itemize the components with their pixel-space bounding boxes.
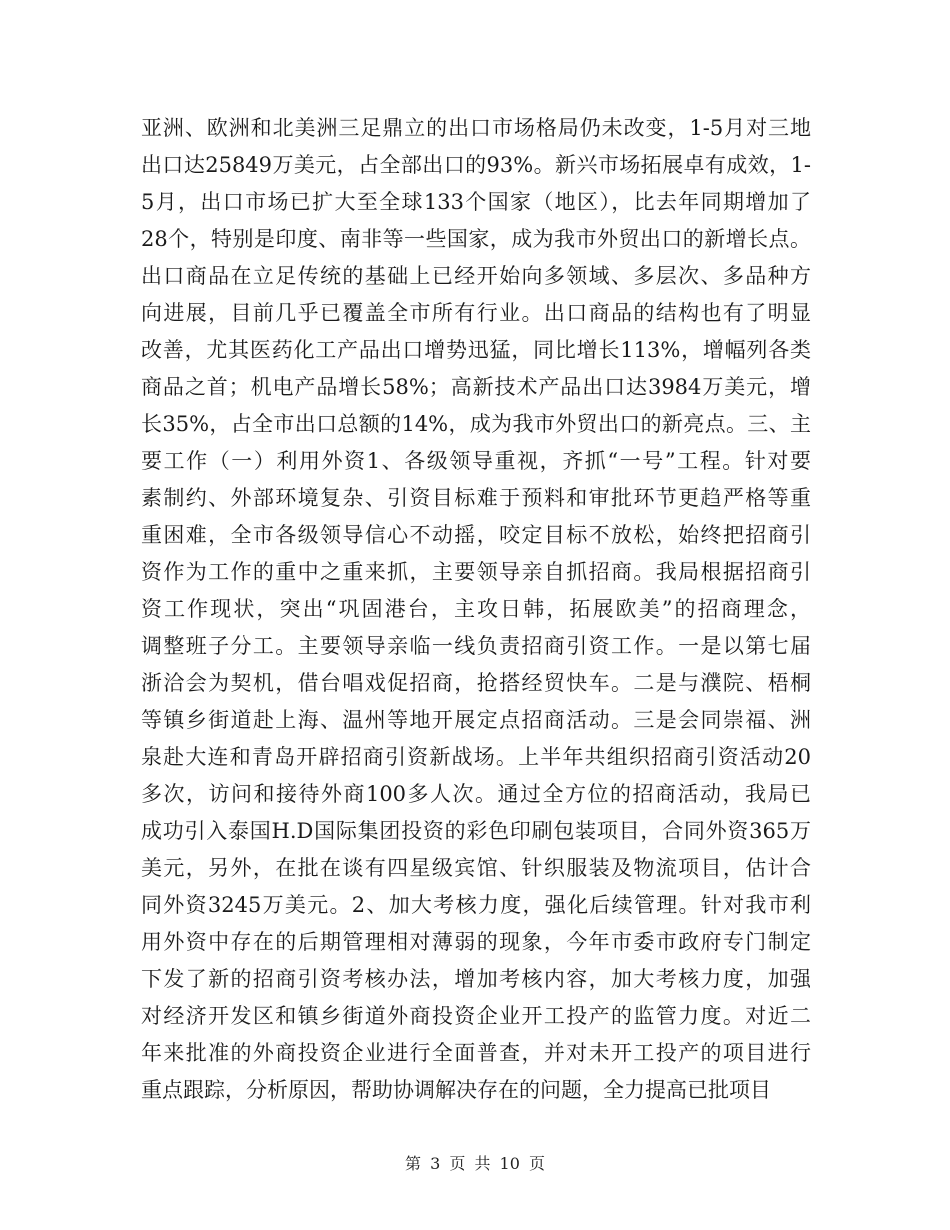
text-line: 素制约、外部环境复杂、引资目标难于预料和审批环节更趋严格等重 — [141, 486, 811, 510]
text-line: 年来批准的外商投资企业进行全面普查，并对未开工投产的项目进行 — [141, 1041, 811, 1065]
body-text — [141, 110, 811, 1109]
text-line: 改善，尤其医药化工产品出口增势迅猛，同比增长113%，增幅列各类 — [141, 338, 811, 362]
text-line: 资工作现状，突出“巩固港台，主攻日韩，拓展欧美”的招商理念， — [141, 597, 811, 621]
text-line: 长35%，占全市出口总额的14%，成为我市外贸出口的新亮点。三、主 — [141, 412, 811, 436]
text-line: 泉赴大连和青岛开辟招商引资新战场。上半年共组织招商引资活动20 — [141, 745, 811, 769]
text-line: 资作为工作的重中之重来抓，主要领导亲自抓招商。我局根据招商引 — [141, 560, 811, 584]
text-line: 亚洲、欧洲和北美洲三足鼎立的出口市场格局仍未改变，1-5月对三地 — [141, 116, 811, 140]
text-line: 用外资中存在的后期管理相对薄弱的现象，今年市委市政府专门制定 — [141, 930, 811, 954]
text-line: 浙洽会为契机，借台唱戏促招商，抢搭经贸快车。二是与濮院、梧桐 — [141, 671, 811, 695]
text-line: 下发了新的招商引资考核办法，增加考核内容，加大考核力度，加强 — [141, 967, 811, 991]
text-line: 等镇乡街道赴上海、温州等地开展定点招商活动。三是会同崇福、洲 — [141, 708, 811, 732]
text-line: 成功引入泰国H.D国际集团投资的彩色印刷包装项目，合同外资365万 — [141, 819, 811, 843]
text-line: 出口达25849万美元，占全部出口的93%。新兴市场拓展卓有成效，1- — [141, 153, 811, 177]
text-line: 商品之首；机电产品增长58%；高新技术产品出口达3984万美元，增 — [141, 375, 811, 399]
page-number-footer: 第 3 页 共 10 页 — [405, 1154, 545, 1173]
text-line: 5月，出口市场已扩大至全球133个国家（地区），比去年同期增加了 — [141, 190, 811, 214]
text-line: 同外资3245万美元。2、加大考核力度，强化后续管理。针对我市利 — [141, 893, 811, 917]
text-line: 重困难，全市各级领导信心不动摇，咬定目标不放松，始终把招商引 — [141, 523, 811, 547]
text-line: 向进展，目前几乎已覆盖全市所有行业。出口商品的结构也有了明显 — [141, 301, 811, 325]
text-line: 多次，访问和接待外商100多人次。通过全方位的招商活动，我局已 — [141, 782, 811, 806]
text-line: 28个，特别是印度、南非等一些国家，成为我市外贸出口的新增长点。 — [141, 227, 811, 251]
text-line: 美元，另外，在批在谈有四星级宾馆、针织服装及物流项目，估计合 — [141, 856, 811, 880]
text-line: 出口商品在立足传统的基础上已经开始向多领域、多层次、多品种方 — [141, 264, 811, 288]
text-line: 调整班子分工。主要领导亲临一线负责招商引资工作。一是以第七届 — [141, 634, 811, 658]
text-line: 要工作（一）利用外资1、各级领导重视，齐抓“一号”工程。针对要 — [141, 449, 811, 473]
text-line: 重点跟踪，分析原因，帮助协调解决存在的问题，全力提高已批项目 — [141, 1078, 771, 1102]
text-line: 对经济开发区和镇乡街道外商投资企业开工投产的监管力度。对近二 — [141, 1004, 811, 1028]
